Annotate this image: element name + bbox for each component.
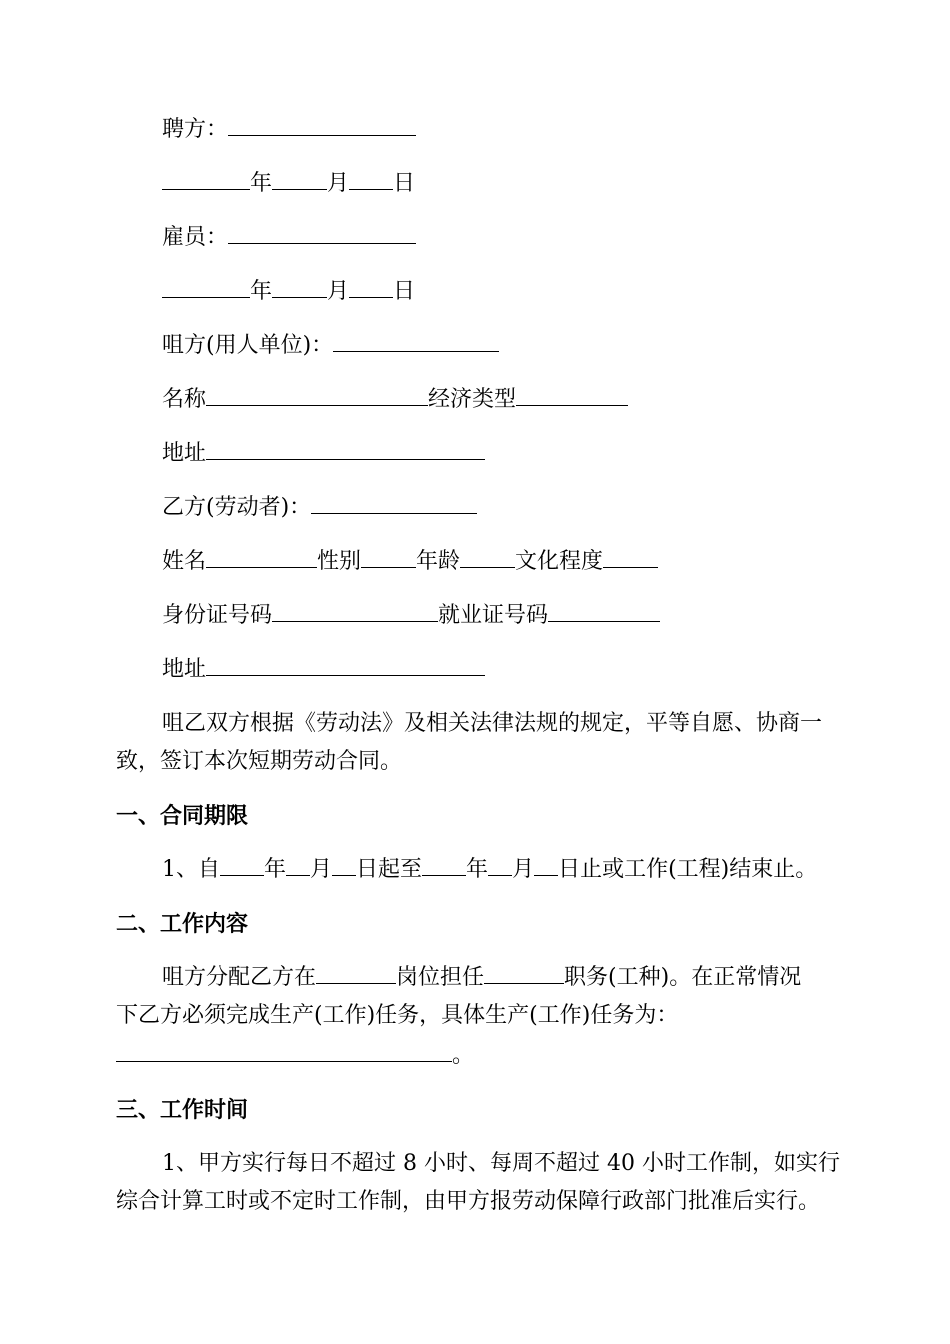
end-year-label: 年 xyxy=(466,857,489,882)
section-2-line-3 xyxy=(116,1040,950,1072)
month-blank xyxy=(272,169,327,190)
name-blank xyxy=(206,385,428,406)
b-age-blank xyxy=(460,547,515,568)
day-label: 日 xyxy=(393,279,416,304)
end-day-label: 日止或工作(工程)结束止。 xyxy=(558,857,818,882)
address-label: 地址 xyxy=(162,657,207,682)
party-b-info-line xyxy=(162,546,950,578)
start-year-blank xyxy=(220,855,264,876)
party-a-line xyxy=(162,330,950,362)
start-day-label: 日起至 xyxy=(356,857,423,882)
year-label: 年 xyxy=(250,171,273,196)
b-edu-blank xyxy=(603,547,658,568)
party-b-blank xyxy=(311,493,477,514)
section-2-line-1 xyxy=(162,962,950,994)
employer-date-line xyxy=(162,168,950,200)
name-label: 名称 xyxy=(162,387,207,412)
party-a-name-line xyxy=(162,384,950,416)
year-label: 年 xyxy=(250,279,273,304)
section-2-line-2: 下乙方必须完成生产(工作)任务，具体生产(工作)任务为： xyxy=(116,1003,679,1028)
econ-type-blank xyxy=(516,385,628,406)
b-job-cert-blank xyxy=(548,601,660,622)
party-b-address-line xyxy=(162,654,950,686)
b-id-label: 身份证号码 xyxy=(162,603,273,628)
b-name-label: 姓名 xyxy=(162,549,207,574)
address-blank xyxy=(206,655,485,676)
end-month-label: 月 xyxy=(512,857,535,882)
year-blank xyxy=(162,277,250,298)
b-id-blank xyxy=(272,601,438,622)
address-blank xyxy=(206,439,485,460)
party-b-line xyxy=(162,492,950,524)
day-blank xyxy=(349,277,393,298)
end-day-blank xyxy=(534,855,558,876)
employer-blank xyxy=(228,115,416,136)
end-year-blank xyxy=(422,855,466,876)
b-gender-label: 性别 xyxy=(317,549,362,574)
work-text-1: 咀方分配乙方在 xyxy=(162,965,317,990)
b-name-blank xyxy=(206,547,317,568)
work-text-2: 岗位担任 xyxy=(396,965,485,990)
section-3-line-2: 综合计算工时或不定时工作制，由甲方报劳动保障行政部门批准后实行。 xyxy=(116,1189,821,1214)
party-a-address-line xyxy=(162,438,950,470)
task-blank xyxy=(116,1041,452,1062)
employee-label: 雇员： xyxy=(162,225,229,250)
employer-label: 聘方： xyxy=(162,117,229,142)
intro-line-2: 致，签订本次短期劳动合同。 xyxy=(116,749,403,774)
day-label: 日 xyxy=(393,171,416,196)
post-blank xyxy=(316,963,396,984)
month-label: 月 xyxy=(327,279,350,304)
year-blank xyxy=(162,169,250,190)
section-3-title: 三、工作时间 xyxy=(116,1097,249,1123)
employee-blank xyxy=(228,223,416,244)
section-1-title: 一、合同期限 xyxy=(116,803,249,829)
employee-date-line xyxy=(162,276,950,308)
party-b-label: 乙方(劳动者)： xyxy=(162,495,312,520)
work-text-3: 职务(工种)。在正常情况 xyxy=(564,965,802,990)
start-month-label: 月 xyxy=(310,857,333,882)
employer-line xyxy=(162,114,950,146)
start-month-blank xyxy=(286,855,310,876)
month-label: 月 xyxy=(327,171,350,196)
intro-line-1: 咀乙双方根据《劳动法》及相关法律法规的规定，平等自愿、协商一 xyxy=(162,711,823,736)
party-a-label: 咀方(用人单位)： xyxy=(162,333,334,358)
section-2-title: 二、工作内容 xyxy=(116,911,249,937)
party-b-id-line xyxy=(162,600,950,632)
end-month-blank xyxy=(488,855,512,876)
address-label: 地址 xyxy=(162,441,207,466)
b-age-label: 年龄 xyxy=(416,549,461,574)
b-gender-blank xyxy=(361,547,416,568)
month-blank xyxy=(272,277,327,298)
party-a-blank xyxy=(333,331,499,352)
section-1-term xyxy=(162,854,950,886)
section-3-line-1: 1、甲方实行每日不超过 8 小时、每周不超过 40 小时工作制，如实行 xyxy=(162,1151,840,1176)
start-year-label: 年 xyxy=(264,857,287,882)
b-job-cert-label: 就业证号码 xyxy=(438,603,549,628)
econ-type-label: 经济类型 xyxy=(428,387,517,412)
term-prefix: 1、自 xyxy=(162,857,220,882)
period: 。 xyxy=(452,1043,475,1068)
day-blank xyxy=(349,169,393,190)
duty-blank xyxy=(484,963,564,984)
start-day-blank xyxy=(332,855,356,876)
b-edu-label: 文化程度 xyxy=(515,549,604,574)
employee-line xyxy=(162,222,950,254)
